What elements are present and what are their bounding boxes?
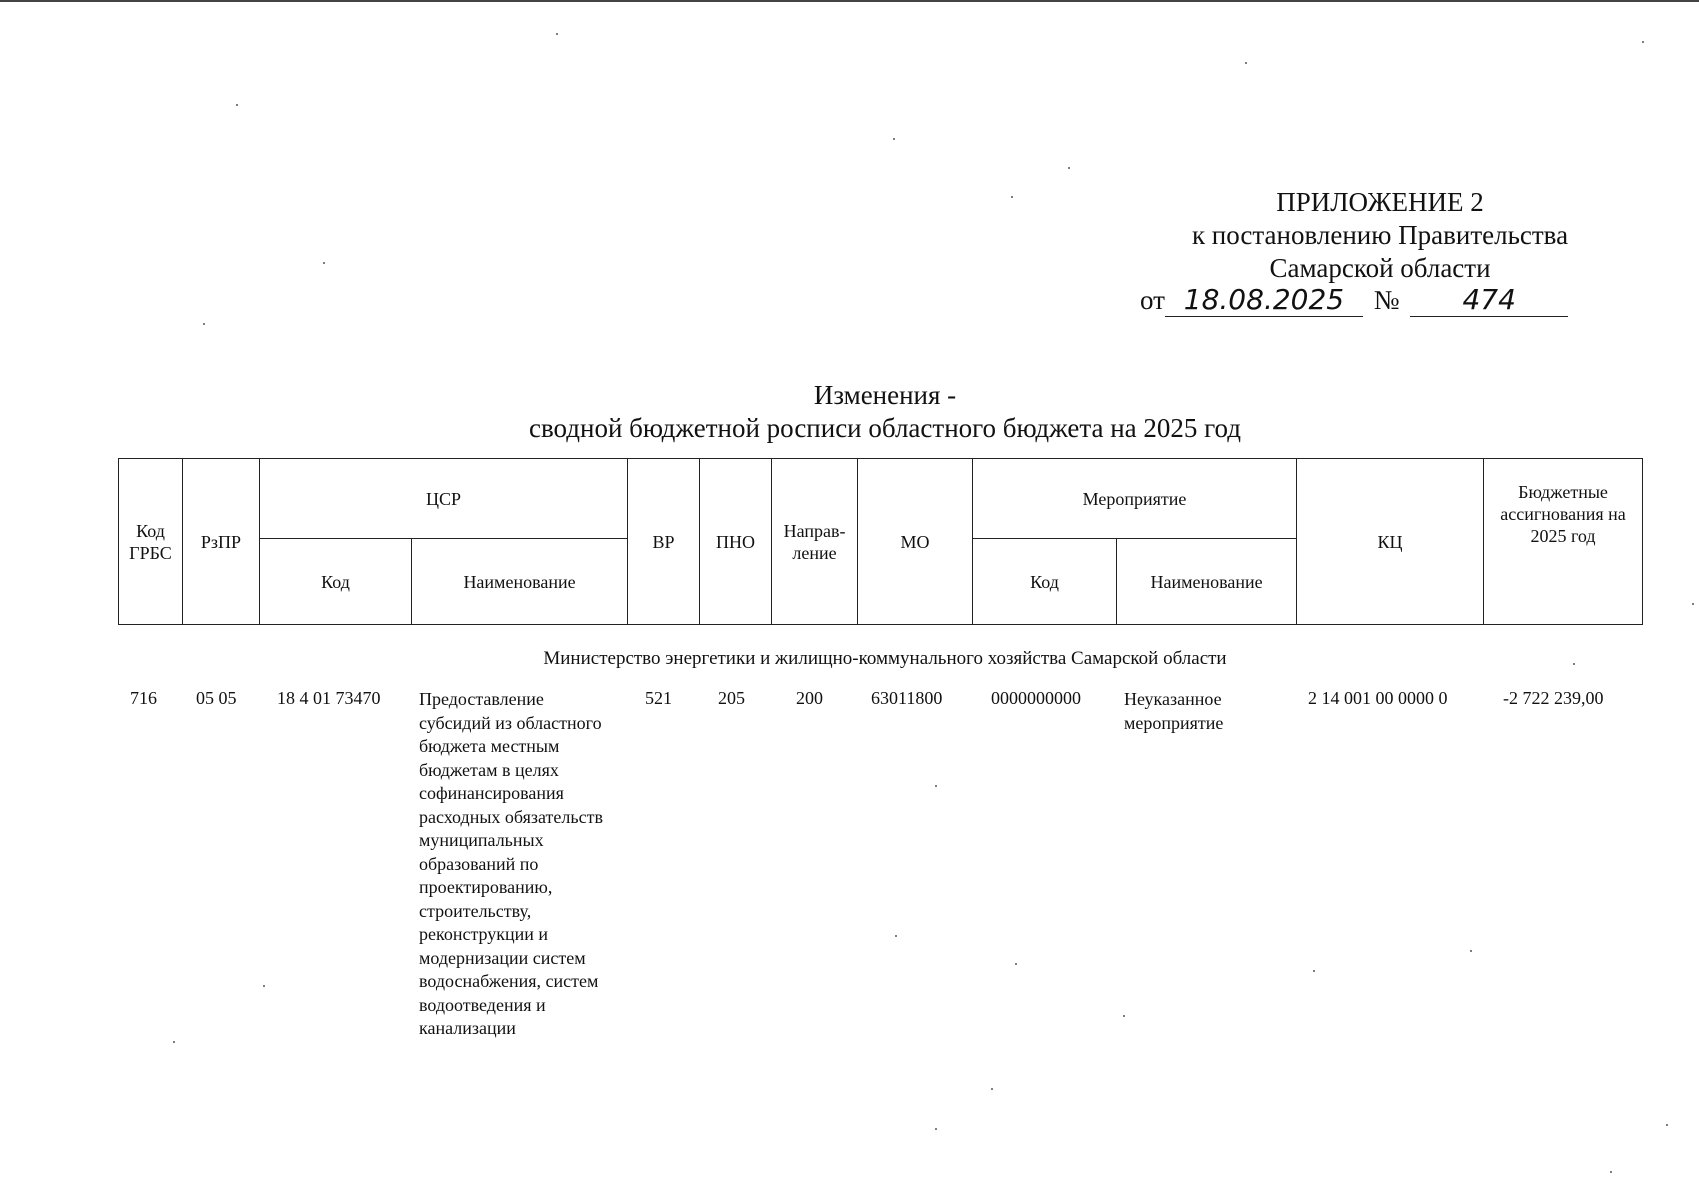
cell-amount: -2 722 239,00 [1503, 688, 1604, 708]
scan-speck [1015, 963, 1017, 965]
scan-speck [1123, 1015, 1125, 1017]
cell-pno: 205 [718, 688, 745, 708]
scan-speck [203, 323, 205, 325]
top-border [0, 0, 1699, 2]
header-kc: КЦ [1297, 459, 1484, 625]
scan-speck [1011, 196, 1013, 198]
scan-speck [935, 785, 937, 787]
scan-speck [1313, 970, 1315, 972]
cell-vr: 521 [645, 688, 672, 708]
header-pno: ПНО [700, 459, 772, 625]
document-title: Изменения - [813, 380, 957, 410]
scan-speck [173, 1041, 175, 1043]
scan-speck [1666, 1124, 1668, 1126]
header-event-code: Код [973, 539, 1117, 625]
cell-direction: 200 [796, 688, 823, 708]
appendix-block [1080, 186, 1680, 285]
table-header [118, 458, 1643, 625]
date-prefix: от [1140, 285, 1165, 315]
cell-rzpr: 05 05 [196, 688, 237, 708]
header-rzpr: РзПР [183, 459, 260, 625]
header-allocations: Бюджетные ассигнования на 2025 год [1484, 459, 1643, 625]
appendix-decree-ref: к постановлению Правительства [1191, 220, 1569, 250]
header-csr: ЦСР [260, 459, 628, 539]
cell-grbs: 716 [130, 688, 157, 708]
header-vr: ВР [628, 459, 700, 625]
header-direction: Направ-ление [772, 459, 858, 625]
cell-event-code: 0000000000 [991, 688, 1081, 708]
cell-kc: 2 14 001 00 0000 0 [1308, 688, 1448, 708]
scan-speck [1068, 167, 1070, 169]
appendix-region: Самарской области [1269, 253, 1491, 283]
scan-speck [1692, 603, 1694, 605]
appendix-title: ПРИЛОЖЕНИЕ 2 [1276, 187, 1484, 217]
scan-speck [895, 935, 897, 937]
decree-number: 474 [1410, 283, 1568, 317]
scan-speck [893, 138, 895, 140]
document-subtitle: сводной бюджетной росписи областного бюджета на 2025 год [528, 413, 1242, 443]
scan-speck [1642, 41, 1644, 43]
ministry-heading: Министерство энергетики и жилищно-коммунального хозяйства Самарской области [543, 648, 1227, 669]
header-csr-name: Наименование [412, 539, 628, 625]
scan-speck [323, 262, 325, 264]
cell-csr-code: 18 4 01 73470 [277, 688, 381, 708]
scan-speck [1610, 1171, 1612, 1173]
scan-speck [236, 104, 238, 106]
scan-speck [1245, 62, 1247, 64]
header-csr-code: Код [260, 539, 412, 625]
header-mo: МО [858, 459, 973, 625]
scan-speck [991, 1088, 993, 1090]
scan-speck [1573, 663, 1575, 665]
cell-csr-name: Предоставление субсидий из областного бюджета местным бюджетам в целях софинансирования расходных обязательств муниципальных образований по проектированию, строительству, реконструкции и модернизации систем водоснабжения, систем водоотведения и канализации [419, 689, 603, 1038]
decree-date-line [1140, 283, 1568, 317]
scan-speck [1470, 950, 1472, 952]
decree-date: 18.08.2025 [1165, 283, 1363, 317]
scan-speck [263, 985, 265, 987]
scan-speck [935, 1128, 937, 1130]
header-grbs: Код ГРБС [119, 459, 183, 625]
number-sign: № [1373, 285, 1400, 315]
cell-mo: 63011800 [871, 688, 943, 708]
scan-speck [556, 33, 558, 35]
cell-event-name: Неуказанное мероприятие [1124, 689, 1224, 733]
header-event: Мероприятие [973, 459, 1297, 539]
header-event-name: Наименование [1117, 539, 1297, 625]
